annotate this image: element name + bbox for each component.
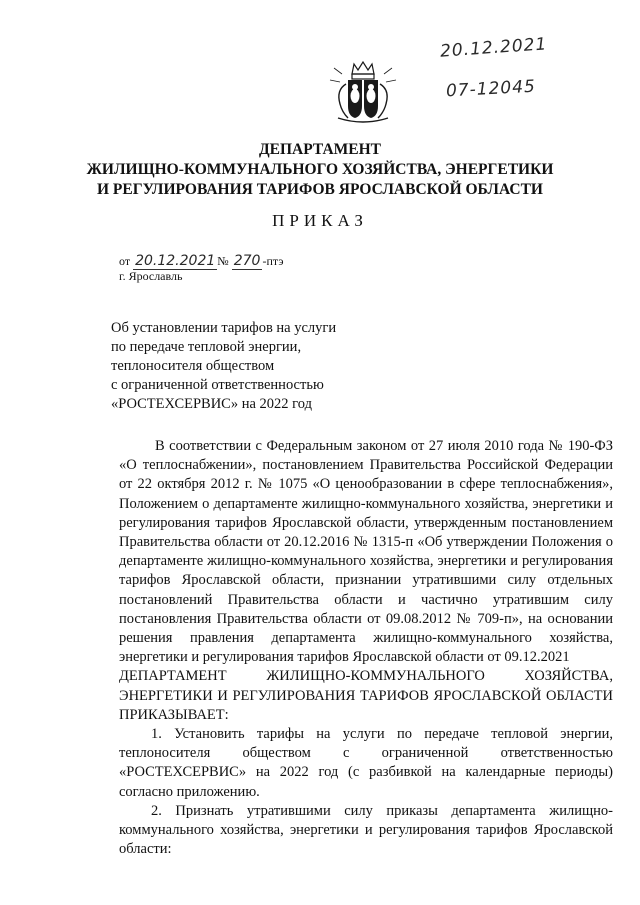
subject-line: с ограниченной ответственностью — [111, 377, 324, 393]
order-date-prefix: от — [119, 254, 131, 268]
subject-line: по передаче тепловой энергии, — [111, 339, 302, 355]
yaroslavl-coat-of-arms-icon — [322, 60, 404, 126]
order-number-prefix: № — [217, 254, 229, 268]
handwritten-date: 20.12.2021 — [439, 34, 548, 62]
preamble-paragraph: В соответствии с Федеральным законом от 27 июля 2010 года № 190-ФЗ «О теплоснабжении», постановлением Правительства Российской Федерации от 22 октября 2012 г. № 1075 «О ценообразовании в сфере теплоснабжения», Положением о департаменте жилищно-коммунального хозяйства, энергетики и регулирования тарифов Ярославской области, утвержденным постановлением Правительства области от 20.12.2016 № 1315-п «Об утверждении Положения о департаменте жилищно-коммунального хозяйства, энергетики и регулирования тарифов Ярославской области, признании утратившими силу отдельных постановлений Правительства области и частично утратившим силу постановления Правительства области от 09.08.2012 № 709-п», на основании решения правления департамента жилищно-коммунального хозяйства, энергетики и регулирования тарифов Ярославской области от 09.12.2021 — [119, 438, 613, 666]
order-city: г. Ярославль — [119, 269, 183, 283]
orders-statement: ДЕПАРТАМЕНТ ЖИЛИЩНО-КОММУНАЛЬНОГО ХОЗЯЙСТВА, ЭНЕРГЕТИКИ И РЕГУЛИРОВАНИЯ ТАРИФОВ ЯРОСЛАВСКОЙ ОБЛАСТИ ПРИКАЗЫВАЕТ: — [119, 668, 613, 723]
handwritten-registration-number: 07-12045 — [445, 76, 537, 102]
subject-line: теплоносителя обществом — [111, 358, 275, 374]
order-item-2: 2. Признать утратившими силу приказы департамента жилищно-коммунального хозяйства, энергетики и регулирования тарифов Ярославской области: — [119, 802, 613, 858]
order-number-suffix: -птэ — [262, 254, 284, 268]
order-title: ПРИКАЗ — [272, 211, 368, 230]
order-number-value: 270 — [233, 253, 261, 269]
department-title-line-1: ДЕПАРТАМЕНТ — [258, 141, 382, 158]
order-date-value: 20.12.2021 — [135, 253, 216, 269]
order-subject — [111, 319, 336, 414]
subject-line: Об установлении тарифов на услуги — [111, 320, 337, 336]
order-item-1: 1. Установить тарифы на услуги по передаче тепловой энергии, теплоносителя обществом с ограниченной ответственностью «РОСТЕХСЕРВИС» на 2022 год (с разбивкой на календарные периоды) согласно приложению. — [119, 726, 613, 800]
department-title-line-3: И РЕГУЛИРОВАНИЯ ТАРИФОВ ЯРОСЛАВСКОЙ ОБЛАСТИ — [97, 181, 543, 198]
department-title-line-2: ЖИЛИЩНО-КОММУНАЛЬНОГО ХОЗЯЙСТВА, ЭНЕРГЕТИКИ — [86, 161, 554, 178]
subject-line: «РОСТЕХСЕРВИС» на 2022 год — [111, 396, 312, 412]
order-body — [119, 437, 613, 859]
